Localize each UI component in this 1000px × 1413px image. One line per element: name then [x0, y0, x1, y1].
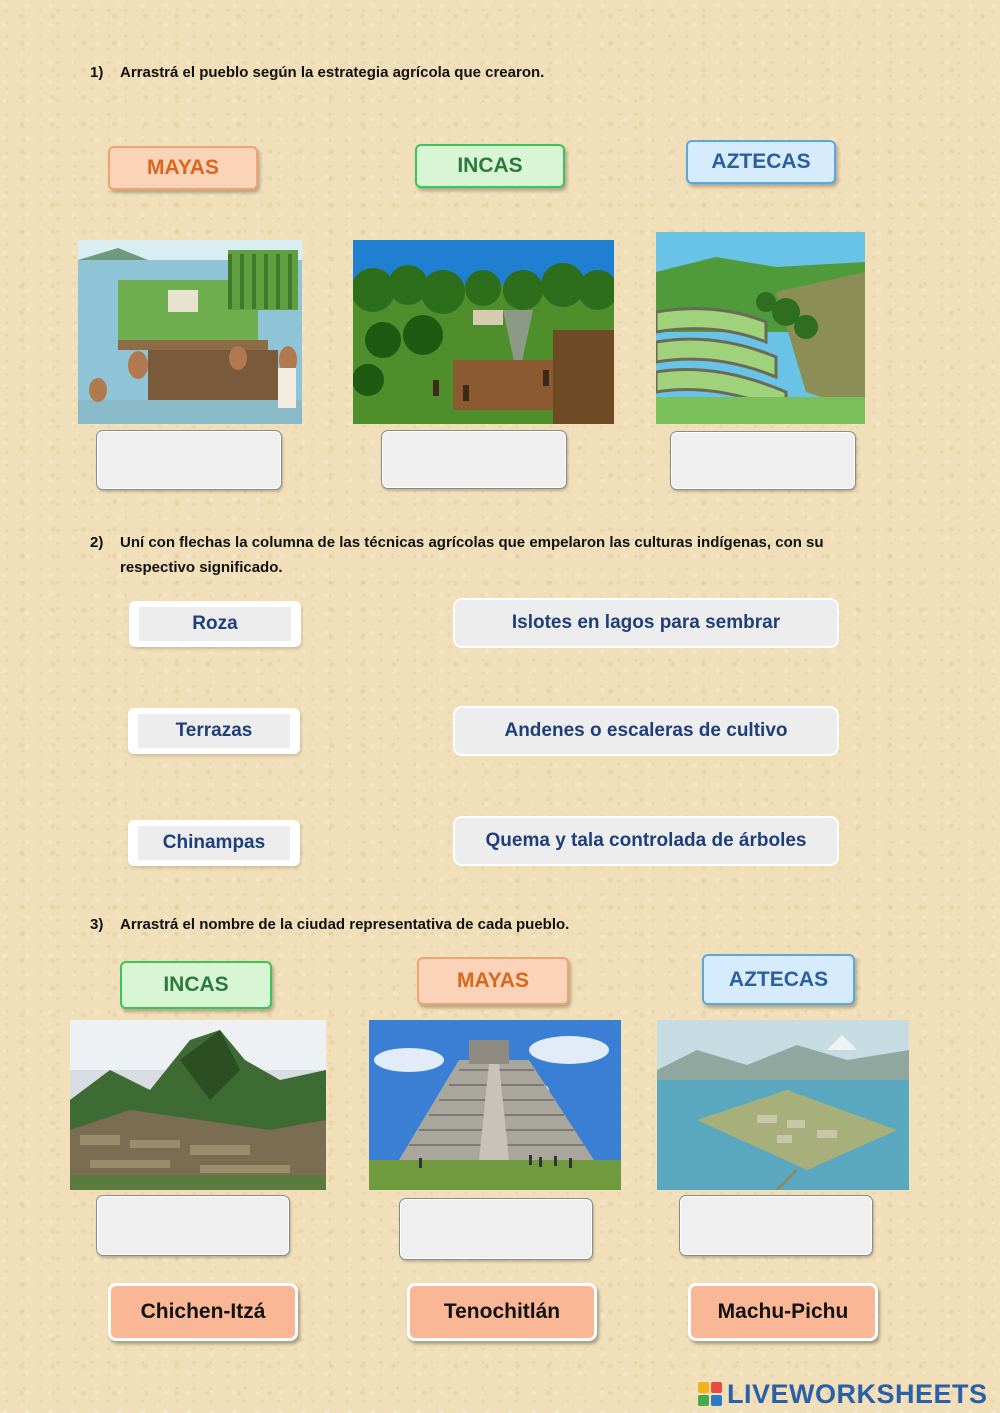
definition-1[interactable]: Islotes en lagos para sembrar: [455, 600, 837, 646]
roza-image: [353, 240, 614, 424]
drop-box-5[interactable]: [399, 1198, 593, 1260]
drop-box-1[interactable]: [96, 430, 282, 490]
definition-2[interactable]: Andenes o escaleras de cultivo: [455, 708, 837, 754]
drop-box-3[interactable]: [670, 431, 856, 490]
chinampas-image: [78, 240, 302, 424]
question-2: [90, 530, 900, 580]
question-3: [90, 912, 569, 937]
liveworksheets-mark-icon: [698, 1382, 722, 1406]
terrazas-image: [656, 232, 865, 424]
logo-text: LIVEWORKSHEETS: [727, 1378, 988, 1409]
question-text-line2: respectivo significado.: [120, 559, 283, 576]
machu-picchu-image: [70, 1020, 326, 1190]
question-number: 1): [90, 64, 104, 81]
term-label: Chinampas: [138, 826, 290, 860]
drop-box-2[interactable]: [381, 430, 567, 489]
term-terrazas[interactable]: [128, 708, 300, 754]
city-machu-pichu[interactable]: Machu-Pichu: [688, 1283, 878, 1341]
question-number: 3): [90, 916, 104, 933]
city-tenochitlan[interactable]: Tenochitlán: [407, 1283, 597, 1341]
liveworksheets-logo[interactable]: [698, 1378, 988, 1410]
tag-aztecas[interactable]: AZTECAS: [686, 140, 836, 184]
drop-box-4[interactable]: [96, 1195, 290, 1256]
tenochtitlan-image: [657, 1020, 909, 1190]
question-text-line1: Uní con flechas la columna de las técnicas agrícolas que empelaron las culturas indígenas, con su: [120, 534, 824, 551]
chichen-itza-image: [369, 1020, 621, 1190]
tag-aztecas[interactable]: AZTECAS: [702, 954, 855, 1005]
tag-mayas[interactable]: MAYAS: [417, 957, 569, 1005]
term-chinampas[interactable]: [128, 820, 300, 866]
question-1: [90, 60, 544, 85]
tag-incas[interactable]: INCAS: [415, 144, 565, 188]
tag-mayas[interactable]: MAYAS: [108, 146, 258, 190]
question-text: Arrastrá el pueblo según la estrategia agrícola que crearon.: [120, 64, 545, 81]
tag-incas[interactable]: INCAS: [120, 961, 272, 1009]
drop-box-6[interactable]: [679, 1195, 873, 1256]
city-chichen-itza[interactable]: Chichen-Itzá: [108, 1283, 298, 1341]
term-label: Terrazas: [138, 714, 290, 748]
definition-3[interactable]: Quema y tala controlada de árboles: [455, 818, 837, 864]
question-text: Arrastrá el nombre de la ciudad representativa de cada pueblo.: [120, 916, 570, 933]
term-roza[interactable]: [129, 601, 301, 647]
term-label: Roza: [139, 607, 291, 641]
question-number: 2): [90, 534, 104, 551]
